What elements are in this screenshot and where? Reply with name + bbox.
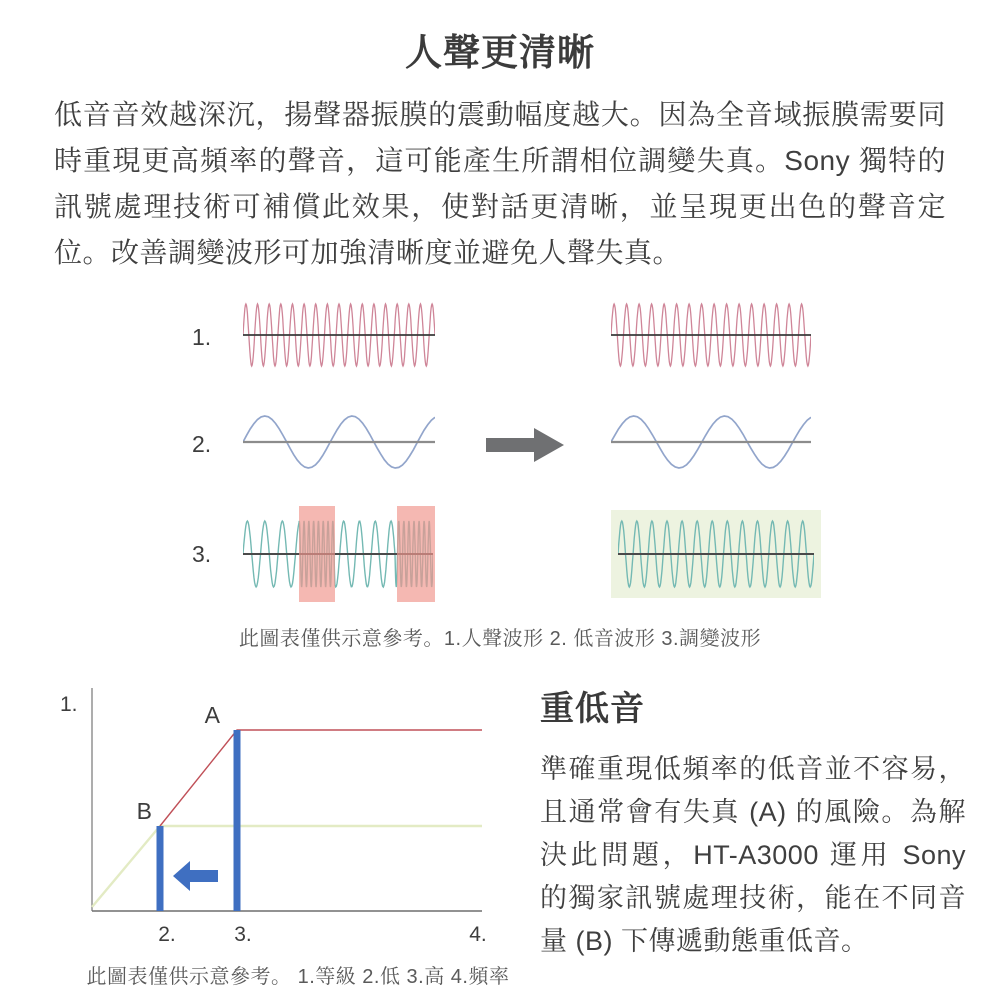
waveform-figure-caption: 此圖表僅供示意參考。1.人聲波形 2. 低音波形 3.調變波形 (238, 628, 762, 650)
modulated-wave-svg (618, 518, 814, 590)
distortion-highlight-box (397, 506, 435, 602)
distortion-risk-line (160, 730, 482, 826)
waveform-modulated-before (243, 504, 439, 604)
chart-y-label: 1. (60, 693, 78, 716)
bass-level-chart (52, 677, 512, 949)
waveform-voice-after (611, 300, 823, 375)
bass-paragraph: 準確重現低頻率的低音並不容易，且通常會有失真 (A) 的風險。為解決此問題，HT-A3000 運用 Sony 的獨家訊號處理技術，能在不同音量 (B) 下傳遞動態重低音。 (540, 754, 966, 956)
bass-chart-figure (52, 677, 514, 989)
bass-section (0, 677, 1000, 989)
voice-wave-svg (243, 300, 435, 370)
wave-row-label-1: 1. (192, 324, 212, 350)
chart-point-b-label: B (136, 798, 152, 824)
volume-bar-low (157, 826, 164, 911)
voice-wave-svg (611, 300, 811, 370)
left-arrow-icon (173, 861, 218, 891)
chart-tick-low: 2. (158, 923, 176, 946)
bass-wave-svg (611, 411, 811, 473)
chart-caption: 此圖表僅供示意參考。 1.等級 2.低 3.高 4.頻率 (86, 966, 510, 988)
bass-wave-svg (243, 411, 435, 473)
wave-row-label-3: 3. (192, 540, 212, 567)
page-title: 人聲更清晰 (405, 32, 595, 73)
chart-point-a-label: A (204, 702, 220, 728)
wave-row-label-2: 2. (192, 431, 212, 457)
corrected-region-box (611, 510, 821, 598)
bass-heading: 重低音 (540, 690, 645, 728)
waveform-bass-before (243, 411, 439, 478)
waveform-modulated-after (611, 510, 823, 598)
chart-tick-high: 3. (234, 923, 252, 946)
chart-tick-frequency: 4. (469, 923, 487, 946)
distortion-highlight-box (299, 506, 335, 602)
waveform-bass-after (611, 411, 823, 478)
dynamic-bass-line (92, 826, 482, 907)
volume-bar-high (234, 730, 241, 911)
waveform-voice-before (243, 300, 439, 375)
intro-paragraph: 低音音效越深沉，揚聲器振膜的震動幅度越大。因為全音域振膜需要同時重現更高頻率的聲音，這可能產生所謂相位調變失真。Sony 獨特的訊號處理技術可補償此效果，使對話更清晰，並呈現更出色的聲音定位。改善調變波形可加強清晰度並避免人聲失真。 (54, 99, 946, 268)
waveform-figure (0, 300, 1000, 651)
right-arrow-icon (486, 427, 564, 463)
